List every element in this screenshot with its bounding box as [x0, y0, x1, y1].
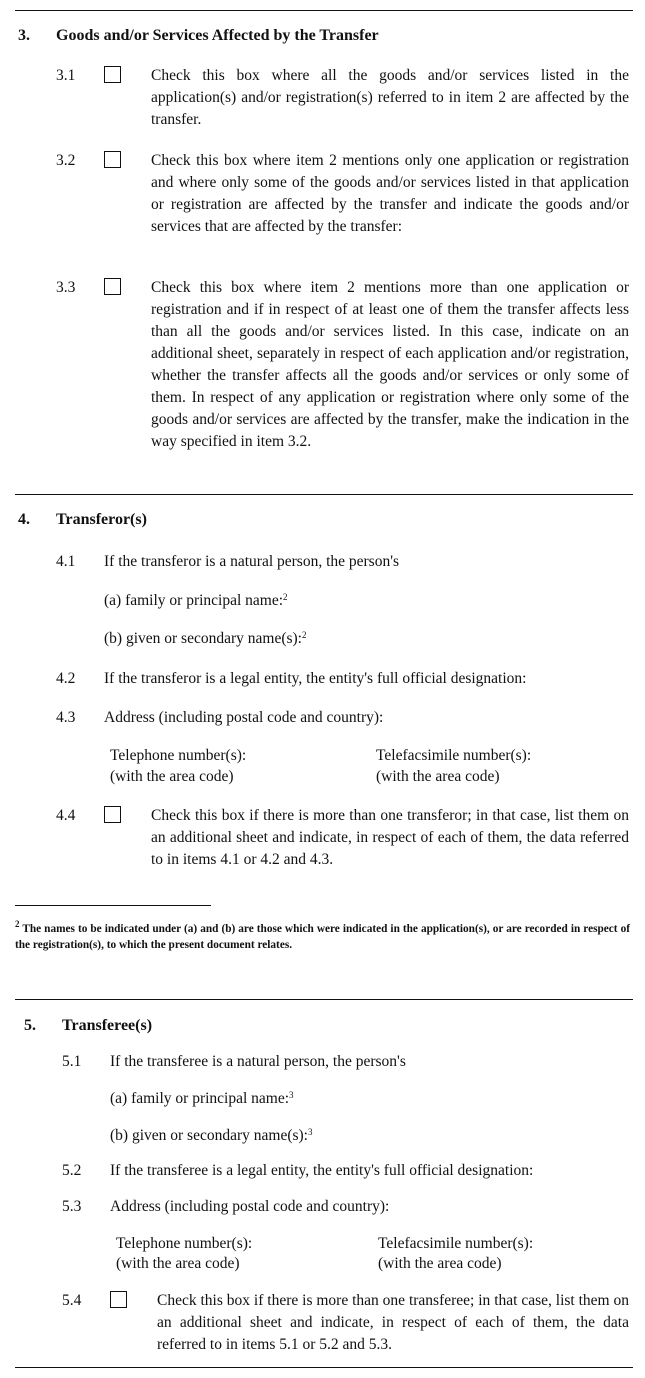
footnote-marker: 2 — [15, 919, 20, 929]
item-3-2-checkbox[interactable] — [104, 151, 121, 168]
transferee-telephone-note: (with the area code) — [116, 1255, 240, 1272]
item-4-1b-label: (b) given or secondary name(s):$^2$ — [104, 630, 307, 647]
item-4-1-text: If the transferor is a natural person, the person's — [104, 553, 400, 570]
item-3-3-checkbox[interactable] — [104, 278, 121, 295]
footnote-ref: 3 — [307, 1127, 313, 1137]
item-5-2-number: 5.2 — [62, 1162, 82, 1179]
item-3-3-number: 3.3 — [56, 279, 76, 296]
item-5-3-number: 5.3 — [62, 1198, 82, 1215]
footnote-ref: 2 — [301, 630, 307, 640]
section-5-title: Transferee(s) — [62, 1017, 153, 1034]
item-5-1a-label: (a) family or principal name:$^3$ — [110, 1090, 294, 1107]
transferee-telefax-label: Telefacsimile number(s): — [378, 1235, 534, 1252]
item-3-3-text: Check this box where item 2 mentions more than one application or registration and if in respect of at least one of them the transfer affects less than all the goods and/or services listed. In this case, indicate on an additional sheet, separately in respect of each application and/or registration, whether the transfer affects all the goods and/or services or only some of them. In respect of any application or registration where only some of the goods and/or services are affected by the transfer, make the indication in the way specified in item 3.2. — [151, 279, 629, 450]
transferor-telefax-label: Telefacsimile number(s): — [376, 747, 532, 764]
footnote-text: The names to be indicated under (a) and (b) are those which were indicated in the application(s), or are recorded in respect of the registration(s), to which the present document relates. — [15, 923, 630, 951]
footnote-ref: 3 — [289, 1090, 294, 1100]
item-4-2-text: If the transferor is a legal entity, the entity's full official designation: — [104, 670, 527, 687]
item-3-1-number: 3.1 — [56, 67, 76, 84]
item-4-4-number: 4.4 — [56, 807, 76, 824]
item-5-4-text: Check this box if there is more than one transferee; in that case, list them on an additional sheet and indicate, in respect of each of them, the data referred to in items 5.1 or 5.2 and 5.3. — [157, 1292, 629, 1353]
item-3-2-text: Check this box where item 2 mentions only one application or registration and where only some of the goods and/or services listed in that application or registration are affected by the transfer and indicate the goods and/or services that are affected by the transfer: — [151, 152, 629, 235]
section-3-number: 3. — [18, 27, 30, 44]
footnote-ref: 2 — [283, 592, 288, 602]
item-5-1b-label: (b) given or secondary name(s):$^3$ — [110, 1127, 313, 1144]
section-4-number: 4. — [18, 511, 30, 528]
transferee-telefax-note: (with the area code) — [378, 1255, 502, 1272]
section-5-rule — [15, 999, 633, 1000]
item-4-4-checkbox[interactable] — [104, 806, 121, 823]
item-5-4-checkbox[interactable] — [110, 1291, 127, 1308]
item-4-2-number: 4.2 — [56, 670, 76, 687]
transferee-telephone-label: Telephone number(s): — [116, 1235, 253, 1252]
footnote-rule — [15, 905, 211, 906]
transferor-telephone-note: (with the area code) — [110, 768, 234, 785]
top-rule — [15, 10, 633, 11]
item-5-1-number: 5.1 — [62, 1053, 82, 1070]
item-4-3-number: 4.3 — [56, 709, 76, 726]
item-3-1-checkbox[interactable] — [104, 66, 121, 83]
item-5-3-text: Address (including postal code and country): — [110, 1198, 390, 1215]
section-4-title: Transferor(s) — [56, 511, 147, 528]
section-4-rule — [15, 494, 633, 495]
item-4-3-text: Address (including postal code and country): — [104, 709, 384, 726]
bottom-rule — [15, 1367, 633, 1368]
item-4-4-text: Check this box if there is more than one transferor; in that case, list them on an additional sheet and indicate, in respect of each of them, the data referred to in items 4.1 or 4.2 and 4.3. — [151, 807, 629, 868]
item-4-1-number: 4.1 — [56, 553, 76, 570]
item-5-4-number: 5.4 — [62, 1292, 82, 1309]
transferor-telefax-note: (with the area code) — [376, 768, 500, 785]
item-5-2-text: If the transferee is a legal entity, the entity's full official designation: — [110, 1162, 534, 1179]
section-3-title: Goods and/or Services Affected by the Transfer — [56, 27, 379, 44]
item-4-1a-label: (a) family or principal name:$^2$ — [104, 592, 288, 609]
footnote — [15, 921, 630, 953]
item-5-1-text: If the transferee is a natural person, the person's — [110, 1053, 406, 1070]
section-5-number: 5. — [24, 1017, 36, 1034]
item-3-2-number: 3.2 — [56, 152, 76, 169]
item-3-1-text: Check this box where all the goods and/or services listed in the application(s) and/or registration(s) referred to in item 2 are affected by the transfer. — [151, 67, 629, 128]
transferor-telephone-label: Telephone number(s): — [110, 747, 247, 764]
